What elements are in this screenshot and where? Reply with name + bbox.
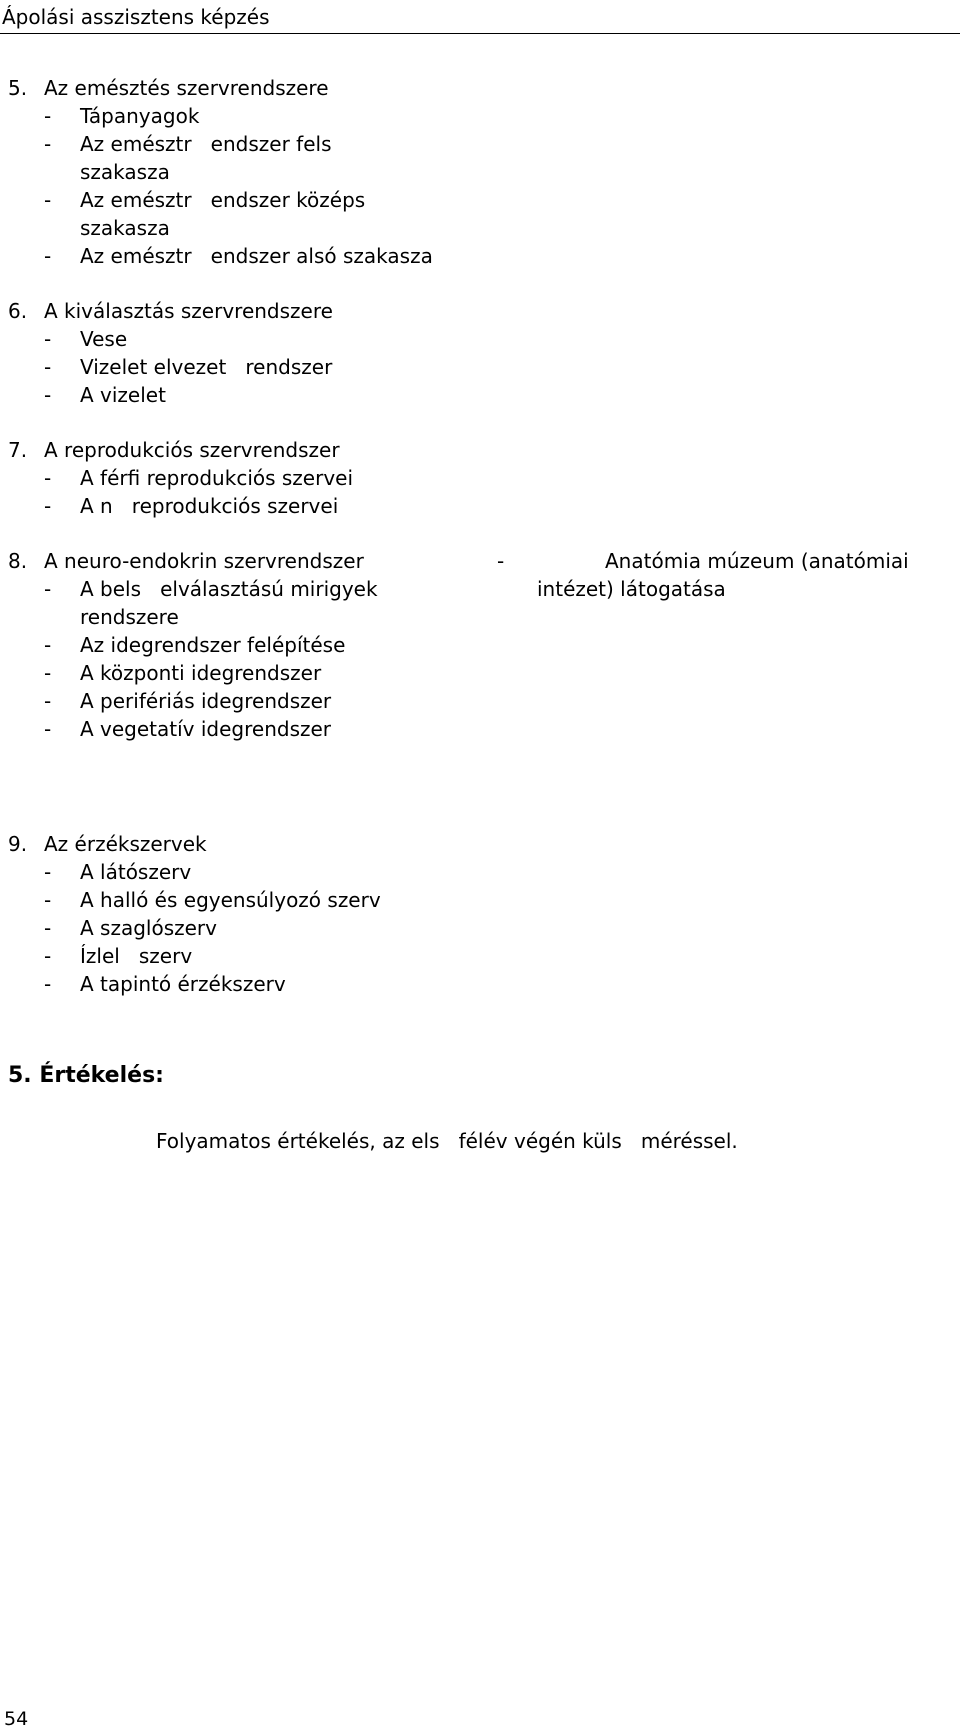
bullet-dash: - bbox=[44, 972, 52, 996]
section-number: 9. bbox=[8, 832, 28, 856]
page-number: 54 bbox=[4, 1708, 29, 1730]
list-item: A halló és egyensúlyozó szerv bbox=[80, 888, 381, 912]
bullet-dash: - bbox=[44, 132, 52, 156]
bullet-dash: - bbox=[44, 944, 52, 968]
side-note-line1: Anatómia múzeum (anatómiai bbox=[605, 549, 909, 573]
section-title: A kiválasztás szervrendszere bbox=[44, 299, 333, 323]
header-rule bbox=[0, 33, 960, 34]
list-item: A vizelet bbox=[80, 383, 166, 407]
bullet-dash: - bbox=[44, 383, 52, 407]
list-item: A szaglószerv bbox=[80, 916, 217, 940]
list-item: Tápanyagok bbox=[80, 104, 200, 128]
bullet-dash: - bbox=[44, 327, 52, 351]
list-item: Ízlel szerv bbox=[80, 944, 193, 968]
bullet-dash: - bbox=[44, 888, 52, 912]
side-note-dash: - bbox=[497, 549, 505, 573]
section-number: 8. bbox=[8, 549, 28, 573]
list-item: A tapintó érzékszerv bbox=[80, 972, 286, 996]
bullet-dash: - bbox=[44, 494, 52, 518]
section-number: 6. bbox=[8, 299, 28, 323]
bullet-dash: - bbox=[44, 860, 52, 884]
list-item: Az emésztr endszer alsó szakasza bbox=[80, 244, 433, 268]
bullet-dash: - bbox=[44, 661, 52, 685]
list-item: rendszere bbox=[80, 605, 179, 629]
list-item: A vegetatív idegrendszer bbox=[80, 717, 332, 741]
page-header-title: Ápolási asszisztens képzés bbox=[2, 5, 270, 29]
bullet-dash: - bbox=[44, 916, 52, 940]
bullet-dash: - bbox=[44, 717, 52, 741]
bullet-dash: - bbox=[44, 355, 52, 379]
evaluation-text: Folyamatos értékelés, az els félév végén küls méréssel. bbox=[156, 1129, 738, 1153]
bullet-dash: - bbox=[44, 188, 52, 212]
section-number: 7. bbox=[8, 438, 28, 462]
bullet-dash: - bbox=[44, 689, 52, 713]
list-item: A központi idegrendszer bbox=[80, 661, 322, 685]
bullet-dash: - bbox=[44, 466, 52, 490]
list-item: A látószerv bbox=[80, 860, 192, 884]
list-item: A férfi reprodukciós szervei bbox=[80, 466, 354, 490]
list-item: szakasza bbox=[80, 216, 170, 240]
list-item: Az idegrendszer felépítése bbox=[80, 633, 346, 657]
list-item: A bels elválasztású mirigyek bbox=[80, 577, 378, 601]
section-title: Az emésztés szervrendszere bbox=[44, 76, 329, 100]
list-item: A perifériás idegrendszer bbox=[80, 689, 332, 713]
bullet-dash: - bbox=[44, 577, 52, 601]
list-item: Vese bbox=[80, 327, 128, 351]
section-title: A reprodukciós szervrendszer bbox=[44, 438, 340, 462]
list-item: A n reprodukciós szervei bbox=[80, 494, 339, 518]
list-item: Az emésztr endszer fels bbox=[80, 132, 332, 156]
list-item: szakasza bbox=[80, 160, 170, 184]
section-title: A neuro-endokrin szervrendszer bbox=[44, 549, 364, 573]
evaluation-heading: 5. Értékelés: bbox=[8, 1063, 164, 1088]
side-note-line2: intézet) látogatása bbox=[537, 577, 726, 601]
bullet-dash: - bbox=[44, 104, 52, 128]
bullet-dash: - bbox=[44, 633, 52, 657]
section-number: 5. bbox=[8, 76, 28, 100]
list-item: Az emésztr endszer középs bbox=[80, 188, 366, 212]
section-title: Az érzékszervek bbox=[44, 832, 207, 856]
list-item: Vizelet elvezet rendszer bbox=[80, 355, 333, 379]
bullet-dash: - bbox=[44, 244, 52, 268]
